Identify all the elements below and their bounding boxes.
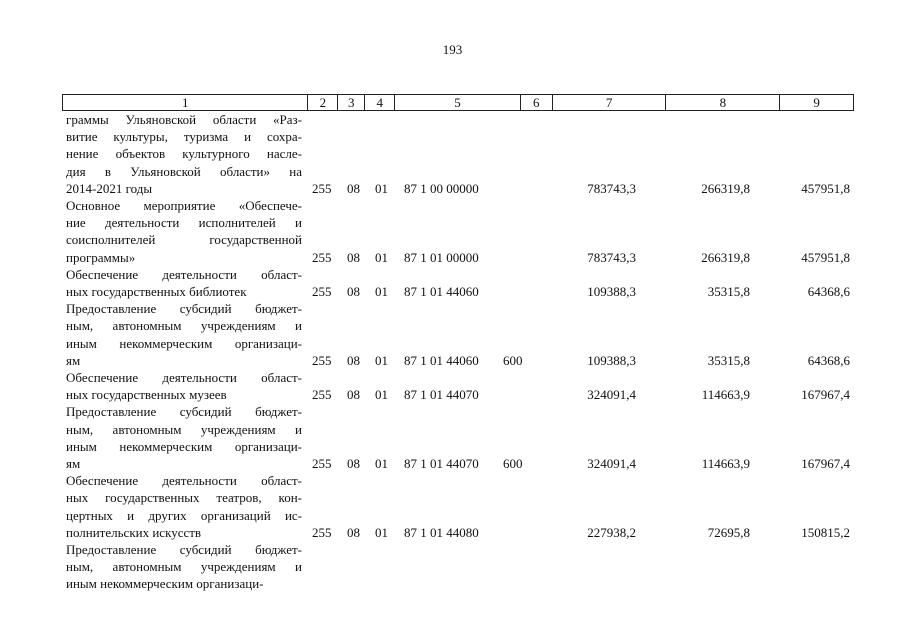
- section-code: 08: [347, 456, 360, 472]
- amount-col-9: 64368,6: [807, 284, 850, 300]
- section-code: 08: [347, 249, 360, 265]
- row-values: [66, 524, 850, 541]
- description-line: Предоставление субсидий бюджет-: [66, 404, 302, 420]
- amount-col-7: 109388,3: [587, 284, 636, 300]
- description-line: дия в Ульяновской области» на: [66, 163, 302, 179]
- table-row: [66, 472, 858, 541]
- section-code: 08: [347, 525, 360, 541]
- description-line: иным некоммерческим организаци-: [66, 576, 264, 592]
- description-line: Предоставление субсидий бюджет-: [66, 301, 302, 317]
- header-col-8: 8: [666, 95, 780, 110]
- header-col-7: 7: [553, 95, 667, 110]
- page-number: 193: [442, 42, 463, 57]
- header-col-4: 4: [365, 95, 395, 110]
- target-article: 87 1 00 00000: [404, 181, 479, 197]
- section-code: 08: [347, 387, 360, 403]
- header-col-5: 5: [395, 95, 521, 110]
- description-line: цертных и других организаций ис-: [66, 507, 302, 523]
- subsection-code: 01: [375, 353, 388, 369]
- description-line: ным, автономным учреждениям и: [66, 421, 302, 437]
- header-col-3: 3: [338, 95, 365, 110]
- amount-col-9: 167967,4: [801, 387, 850, 403]
- subsection-code: 01: [375, 525, 388, 541]
- header-col-1: 1: [63, 95, 308, 110]
- amount-col-8: 35315,8: [707, 284, 750, 300]
- amount-col-7: 783743,3: [587, 181, 636, 197]
- description-line: ных государственных театров, кон-: [66, 490, 302, 506]
- table-row: [66, 541, 858, 593]
- table-row: [66, 369, 858, 403]
- amount-col-8: 35315,8: [707, 353, 750, 369]
- row-values: [66, 283, 850, 300]
- description-line: Обеспечение деятельности област-: [66, 266, 302, 282]
- table-row: [66, 300, 858, 369]
- grbs-code: 255: [312, 353, 332, 369]
- description-line: ных государственных библиотек: [66, 284, 247, 300]
- row-values: [66, 576, 850, 593]
- subsection-code: 01: [375, 387, 388, 403]
- subsection-code: 01: [375, 181, 388, 197]
- description-line: иным некоммерческим организаци-: [66, 335, 302, 351]
- target-article: 87 1 01 44060: [404, 284, 479, 300]
- section-code: 08: [347, 181, 360, 197]
- table-row: [66, 403, 858, 472]
- description-line: Обеспечение деятельности област-: [66, 370, 302, 386]
- description-line: ям: [66, 352, 81, 368]
- amount-col-9: 167967,4: [801, 456, 850, 472]
- target-article: 87 1 01 44070: [404, 456, 479, 472]
- grbs-code: 255: [312, 181, 332, 197]
- target-article: 87 1 01 44080: [404, 525, 479, 541]
- description-line: 2014-2021 годы: [66, 180, 153, 196]
- grbs-code: 255: [312, 284, 332, 300]
- table-row: [66, 197, 858, 266]
- section-code: 08: [347, 284, 360, 300]
- amount-col-7: 324091,4: [587, 387, 636, 403]
- description-line: соисполнителей государственной: [66, 232, 302, 248]
- row-values: [66, 352, 850, 369]
- amount-col-7: 109388,3: [587, 353, 636, 369]
- description-line: Основное мероприятие «Обеспече-: [66, 198, 302, 214]
- description-line: ным, автономным учреждениям и: [66, 559, 302, 575]
- amount-col-9: 457951,8: [801, 181, 850, 197]
- subsection-code: 01: [375, 284, 388, 300]
- description-line: нение объектов культурного насле-: [66, 146, 302, 162]
- row-values: [66, 180, 850, 197]
- subsection-code: 01: [375, 456, 388, 472]
- description-line: витие культуры, туризма и сохра-: [66, 129, 302, 145]
- header-col-9: 9: [813, 95, 820, 110]
- table-row: [66, 111, 858, 197]
- description-line: ным, автономным учреждениям и: [66, 318, 302, 334]
- section-code: 08: [347, 353, 360, 369]
- amount-col-7: 783743,3: [587, 249, 636, 265]
- amount-col-7: 324091,4: [587, 456, 636, 472]
- description-line: программы»: [66, 249, 136, 265]
- amount-col-7: 227938,2: [587, 525, 636, 541]
- grbs-code: 255: [312, 387, 332, 403]
- row-values: [66, 249, 850, 266]
- description-line: ние деятельности исполнителей и: [66, 215, 302, 231]
- amount-col-8: 114663,9: [701, 387, 750, 403]
- target-article: 87 1 01 44070: [404, 387, 479, 403]
- description-line: ных государственных музеев: [66, 387, 227, 403]
- amount-col-8: 114663,9: [701, 456, 750, 472]
- row-values: [66, 386, 850, 403]
- grbs-code: 255: [312, 249, 332, 265]
- target-article: 87 1 01 44060: [404, 353, 479, 369]
- grbs-code: 255: [312, 525, 332, 541]
- description-line: полнительских искусств: [66, 524, 202, 540]
- description-line: Обеспечение деятельности област-: [66, 473, 302, 489]
- table-body: [66, 111, 858, 593]
- subsection-code: 01: [375, 249, 388, 265]
- amount-col-8: 72695,8: [707, 525, 750, 541]
- amount-col-8: 266319,8: [701, 181, 750, 197]
- row-values: [66, 455, 850, 472]
- amount-col-9: 150815,2: [801, 525, 850, 541]
- description-line: ям: [66, 456, 81, 472]
- amount-col-9: 457951,8: [801, 249, 850, 265]
- description-line: иным некоммерческим организаци-: [66, 438, 302, 454]
- expense-type: 600: [503, 456, 523, 472]
- amount-col-9: 64368,6: [807, 353, 850, 369]
- table-header: [62, 94, 854, 111]
- expense-type: 600: [503, 353, 523, 369]
- grbs-code: 255: [312, 456, 332, 472]
- description-line: Предоставление субсидий бюджет-: [66, 542, 302, 558]
- table-row: [66, 266, 858, 300]
- target-article: 87 1 01 00000: [404, 249, 479, 265]
- header-col-6: 6: [521, 95, 553, 110]
- header-col-2: 2: [308, 95, 338, 110]
- amount-col-8: 266319,8: [701, 249, 750, 265]
- description-line: граммы Ульяновской области «Раз-: [66, 112, 302, 127]
